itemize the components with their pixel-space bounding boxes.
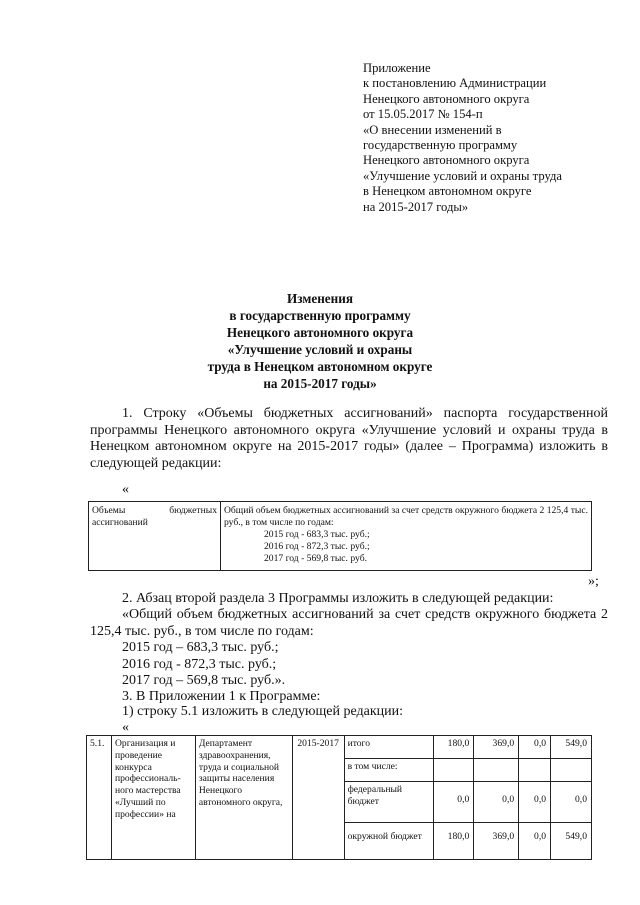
row-number: 5.1. — [87, 736, 112, 860]
source-cell: итого — [344, 736, 434, 759]
executor-cell: Департамент здравоохранения, труда и социальной защиты населения Ненецкого автономного округа, — [195, 736, 292, 860]
title-line: Ненецкого автономного округа — [226, 325, 414, 340]
activity-table — [86, 735, 592, 860]
annex-line: Приложение — [363, 61, 431, 75]
budget-label-cell — [89, 502, 221, 571]
value-cell — [551, 759, 592, 782]
value-cell: 549,0 — [551, 823, 592, 860]
value-cell: 369,0 — [474, 823, 519, 860]
value-cell: 0,0 — [434, 782, 474, 823]
source-cell: в том числе: — [344, 759, 434, 782]
annex-header — [363, 61, 633, 215]
annex-line: государственную программу — [363, 138, 518, 153]
measure-cell: Организация и проведение конкурса профессиональ-ного мастерства «Лучший по профессии» на — [111, 736, 195, 860]
value-cell: 180,0 — [434, 736, 474, 759]
annex-line: «О внесении изменений в — [363, 122, 502, 137]
item-3-heading: 3. В Приложении 1 к Программе: — [122, 689, 321, 704]
title-line: в государственную программу — [229, 308, 411, 323]
title-line: Изменения — [287, 291, 353, 306]
budget-label-word: Объемы — [92, 505, 126, 516]
value-cell — [474, 759, 519, 782]
budget-total-text: Общий объем бюджетных ассигнований за счет средств окружного бюджета 2 125,4 тыс. руб., в том числе по годам: — [224, 505, 588, 528]
annex-line: «Улучшение условий и охраны труда — [363, 168, 562, 183]
budget-year-line: 2017 год - 569,8 тыс. руб. — [264, 553, 367, 564]
item-2-year: 2016 год - 872,3 тыс. руб.; — [122, 657, 277, 672]
title-line: труда в Ненецком автономном округе — [207, 359, 433, 374]
annex-line: к постановлению Администрации — [363, 76, 547, 91]
value-cell: 549,0 — [551, 736, 592, 759]
budget-label-word: бюджетных — [169, 505, 217, 516]
value-cell: 0,0 — [519, 736, 551, 759]
item-2-year: 2015 год – 683,3 тыс. руб.; — [122, 640, 279, 655]
value-cell: 369,0 — [474, 736, 519, 759]
budget-year-line: 2016 год - 872,3 тыс. руб.; — [264, 541, 370, 552]
annex-line: от 15.05.2017 № 154-п — [363, 107, 483, 122]
annex-line: в Ненецком автономном округе — [363, 184, 532, 199]
value-cell — [434, 759, 474, 782]
source-cell: федеральный бюджет — [344, 782, 434, 823]
item-1-paragraph: 1. Строку «Объемы бюджетных ассигнований» паспорта государственной программы Ненецкого автономного округа «Улучшение условий и охраны труда в Ненецком автономном округе на 2015-2017 годы» (далее – Программа) изложить в следующей редакции: — [90, 406, 608, 471]
value-cell: 0,0 — [519, 823, 551, 860]
item-2-quote: «Общий объем бюджетных ассигнований за счет средств окружного бюджета 2 125,4 тыс. руб., в том числе по годам: — [90, 607, 608, 639]
table-row — [87, 736, 592, 759]
item-2-year: 2017 год – 569,8 тыс. руб.». — [122, 673, 286, 688]
annex-line: Ненецкого автономного округа — [363, 91, 530, 106]
value-cell — [519, 759, 551, 782]
annex-line: Ненецкого автономного округа — [363, 153, 530, 168]
open-quote: « — [122, 720, 129, 735]
value-cell: 0,0 — [519, 782, 551, 823]
value-cell: 0,0 — [474, 782, 519, 823]
close-quote: »; — [588, 574, 599, 589]
source-cell: окружной бюджет — [344, 823, 434, 860]
budget-year-line: 2015 год - 683,3 тыс. руб.; — [264, 529, 370, 540]
item-2-heading: 2. Абзац второй раздела 3 Программы изложить в следующей редакции: — [122, 591, 554, 606]
annex-line: на 2015-2017 годы» — [363, 199, 469, 214]
budget-table — [88, 501, 592, 571]
value-cell: 0,0 — [551, 782, 592, 823]
title-line: «Улучшение условий и охраны — [227, 342, 413, 357]
item-3-sub1: 1) строку 5.1 изложить в следующей редакции: — [122, 704, 404, 719]
open-quote: « — [122, 482, 129, 497]
period-cell: 2015-2017 — [292, 736, 344, 860]
title-line: на 2015-2017 годы» — [263, 376, 377, 391]
value-cell: 180,0 — [434, 823, 474, 860]
budget-text-cell — [221, 502, 592, 571]
budget-label-word: ассигнований — [92, 517, 148, 528]
document-title — [0, 290, 640, 392]
